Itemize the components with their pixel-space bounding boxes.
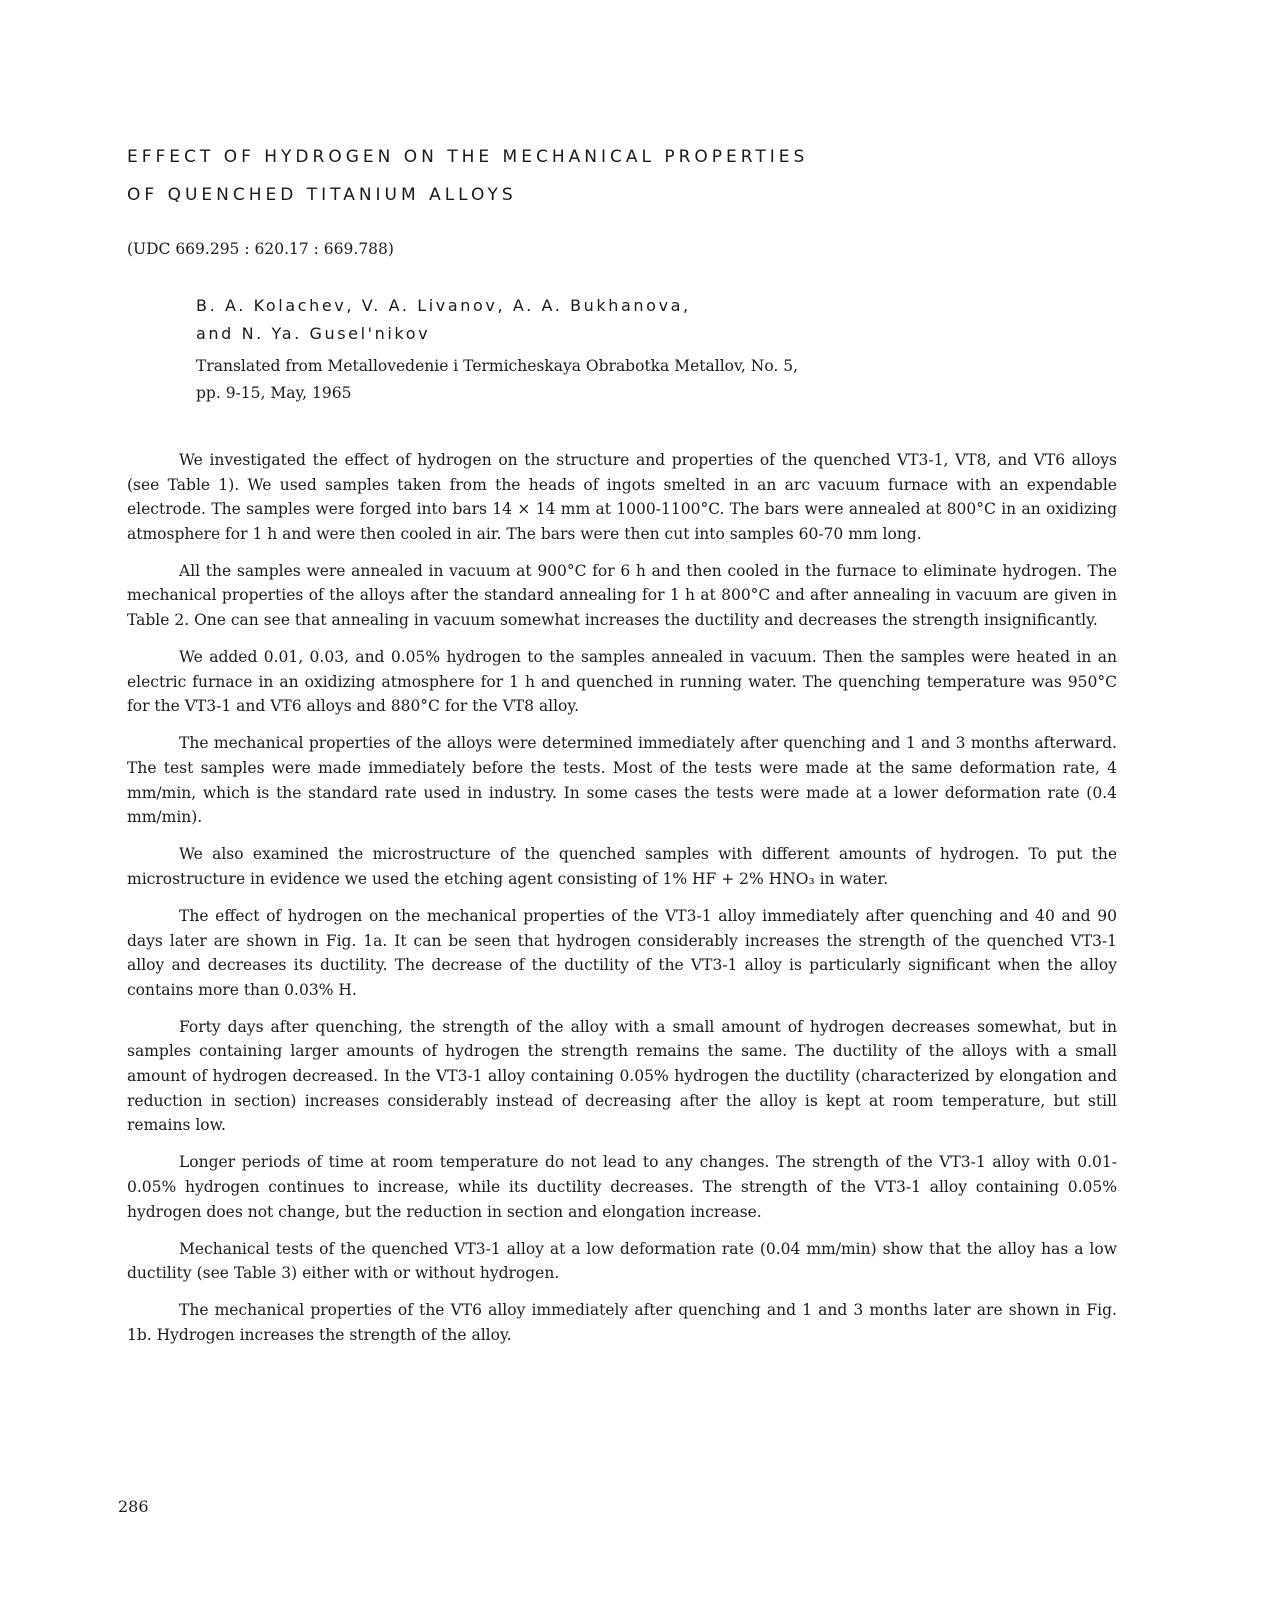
paragraph-9: Mechanical tests of the quenched VT3-1 alloy at a low deformation rate (0.04 mm/min) show that the alloy has a low ductility (see Table 3) either with or without hydrogen. xyxy=(127,1239,1117,1283)
paragraph-5: We also examined the microstructure of the quenched samples with different amounts of hydrogen. To put the microstructure in evidence we used the etching agent consisting of 1% HF + 2% HNO₃ in water. xyxy=(127,845,1117,888)
article-body xyxy=(127,448,1117,1360)
paragraph-10: The mechanical properties of the VT6 alloy immediately after quenching and 1 and 3 months later are shown in Fig. 1b. Hydrogen increases the strength of the alloy. xyxy=(127,1301,1117,1344)
title-line-1: EFFECT OF HYDROGEN ON THE MECHANICAL PROPERTIES xyxy=(127,147,809,167)
authors-line-1: B. A. Kolachev, V. A. Livanov, A. A. Bukhanova, xyxy=(196,296,691,315)
translation-note-line-1: Translated from Metallovedenie i Termicheskaya Obrabotka Metallov, No. 5, xyxy=(196,357,799,375)
title-line-2: OF QUENCHED TITANIUM ALLOYS xyxy=(127,185,517,205)
udc-code: (UDC 669.295 : 620.17 : 669.788) xyxy=(127,240,394,258)
page-number: 286 xyxy=(118,1497,149,1516)
paragraph-3: We added 0.01, 0.03, and 0.05% hydrogen to the samples annealed in vacuum. Then the samples were heated in an electric furnace in an oxidizing atmosphere for 1 h and quenched in running water. The quenching temperature was 950°C for the VT3-1 and VT6 alloys and 880°C for the VT8 alloy. xyxy=(127,648,1117,716)
translation-note xyxy=(196,353,798,407)
paragraph-7: Forty days after quenching, the strength of the alloy with a small amount of hydrogen decreases somewhat, but in samples containing larger amounts of hydrogen the strength remains the same. The ductility of the alloys with a small amount of hydrogen decreased. In the VT3-1 alloy containing 0.05% hydrogen the ductility (characterized by elongation and reduction in section) increases considerably instead of decreasing after the alloy is kept at room temperature, but still remains low. xyxy=(127,1017,1117,1135)
authors xyxy=(196,292,691,348)
authors-line-2: and N. Ya. Gusel'nikov xyxy=(196,324,431,343)
paragraph-6: The effect of hydrogen on the mechanical properties of the VT3-1 alloy immediately after quenching and 40 and 90 days later are shown in Fig. 1a. It can be seen that hydrogen considerably increases the strength of the quenched VT3-1 alloy and decreases its ductility. The decrease of the ductility of the VT3-1 alloy is particularly significant when the alloy contains more than 0.03% H. xyxy=(127,907,1117,999)
translation-note-line-2: pp. 9-15, May, 1965 xyxy=(196,384,352,402)
paragraph-4: The mechanical properties of the alloys were determined immediately after quenching and 1 and 3 months afterward. The test samples were made immediately before the tests. Most of the tests were made at the same deformation rate, 4 mm/min, which is the standard rate used in industry. In some cases the tests were made at a lower deformation rate (0.4 mm/min). xyxy=(127,734,1117,827)
paragraph-8: Longer periods of time at room temperature do not lead to any changes. The strength of the VT3-1 alloy with 0.01-0.05% hydrogen continues to increase, while its ductility decreases. The strength of the VT3-1 alloy containing 0.05% hydrogen does not change, but the reduction in section and elongation increase. xyxy=(127,1153,1117,1221)
paragraph-1: We investigated the effect of hydrogen on the structure and properties of the quenched VT3-1, VT8, and VT6 alloys (see Table 1). We used samples taken from the heads of ingots smelted in an arc vacuum furnace with an expendable electrode. The samples were forged into bars 14 × 14 mm at 1000-1100°C. The bars were annealed at 800°C in an oxidizing atmosphere for 1 h and were then cooled in air. The bars were then cut into samples 60-70 mm long. xyxy=(127,451,1117,543)
paragraph-2: All the samples were annealed in vacuum at 900°C for 6 h and then cooled in the furnace to eliminate hydrogen. The mechanical properties of the alloys after the standard annealing for 1 h at 800°C and after annealing in vacuum are given in Table 2. One can see that annealing in vacuum somewhat increases the ductility and decreases the strength insignificantly. xyxy=(127,561,1117,630)
